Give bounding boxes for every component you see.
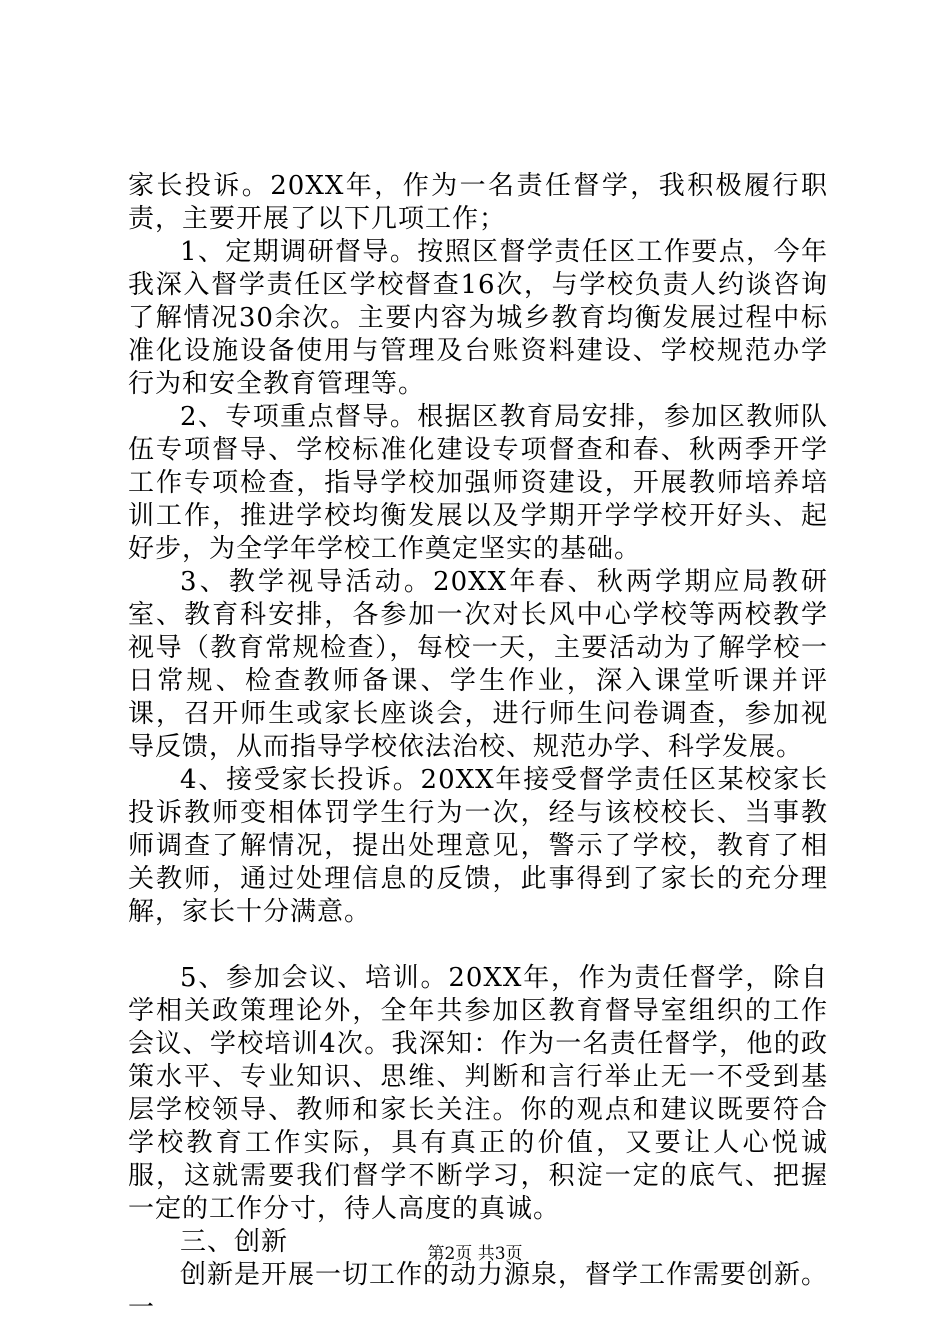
paragraph-item-1: 1、定期调研督导。按照区督学责任区工作要点，今年我深入督学责任区学校督查16次，与学校负责人约谈咨询了解情况30余次。主要内容为城乡教育均衡发展过程中标准化设施设备使用与管理及台账资料建设、学校规范办学行为和安全教育管理等。 — [128, 237, 828, 399]
paragraph-continuation: 家长投诉。20XX年，作为一名责任督学，我积极履行职责，主要开展了以下几项工作； — [128, 171, 828, 234]
paragraph-item-5: 5、参加会议、培训。20XX年，作为责任督学，除自学相关政策理论外，全年共参加区教育督导室组织的工作会议、学校培训4次。我深知：作为一名责任督学，他的政策水平、专业知识、思维、判断和言行举止无一不受到基层学校领导、教师和家长关注。你的观点和建议既要符合学校教育工作实际，具有真正的价值，又要让人心悦诚服，这就需要我们督学不断学习，积淀一定的底气、把握一定的工作分寸，待人高度的真诚。 — [128, 963, 828, 1224]
paragraph-item-3: 3、教学视导活动。20XX年春、秋两学期应局教研室、教育科安排，各参加一次对长风中心学校等两校教学视导（教育常规检查），每校一天，主要活动为了解学校一日常规、检查教师备课、学生作业，深入课堂听课并评课，召开师生或家长座谈会，进行师生问卷调查，参加视导反馈，从而指导学校依法治校、规范办学、科学发展。 — [128, 567, 828, 762]
page-footer: 第2页 共3页 — [427, 1244, 523, 1264]
paragraph-innovation: 创新是开展一切工作的动力源泉，督学工作需要创新。一 — [128, 1260, 829, 1323]
paragraph-item-2: 2、专项重点督导。根据区教育局安排，参加区教师队伍专项督导、学校标准化建设专项督查和春、秋两季开学工作专项检查，指导学校加强师资建设，开展教师培养培训工作，推进学校均衡发展以及学期开学学校开好头、起好步，为全学年学校工作奠定坚实的基础。 — [128, 402, 828, 564]
document-body — [128, 170, 828, 1325]
section-heading-innovation: 三、创新 — [180, 1227, 289, 1257]
paragraph-item-4: 4、接受家长投诉。20XX年接受督学责任区某校家长投诉教师变相体罚学生行为一次，经与该校校长、当事教师调查了解情况，提出处理意见，警示了学校，教育了相关教师，通过处理信息的反馈，此事得到了家长的充分理解，家长十分满意。 — [128, 765, 828, 927]
